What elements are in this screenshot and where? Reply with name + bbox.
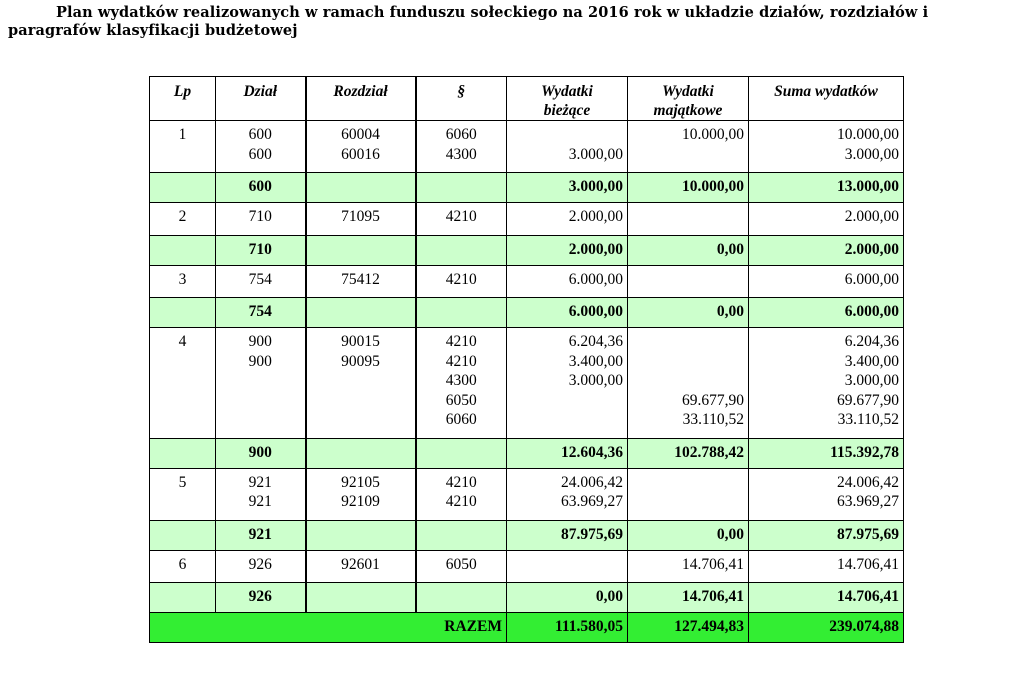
cell-value: RAZEM: [444, 618, 502, 635]
cell-value: 600: [248, 145, 272, 163]
cell-value: 10.000,00: [682, 126, 744, 143]
cell-majatkowe: [628, 265, 749, 298]
cell-rozdzial: [306, 520, 416, 550]
cell-value: [511, 125, 623, 145]
cell-value: 6.204,36: [568, 333, 623, 350]
cell-value: [511, 391, 623, 411]
cell-value: 2: [178, 208, 187, 225]
cell-value: 710: [248, 208, 272, 225]
cell-value: 1: [178, 126, 187, 143]
cell-biezace: [507, 203, 628, 236]
cell-value: 115.392,78: [830, 443, 899, 461]
cell-paragraf: [416, 298, 507, 328]
cell-suma: [749, 235, 904, 265]
cell-lp: [150, 583, 216, 613]
subtotal-row: [150, 520, 904, 550]
document-title: [8, 4, 1020, 40]
cell-value: 33.110,52: [837, 411, 899, 428]
header-rozdzial: Rozdział: [306, 77, 416, 121]
cell-value: 33.110,52: [682, 411, 744, 428]
subtotal-row: [150, 173, 904, 203]
cell-value: 24.006,42: [561, 473, 623, 491]
cell-value: 14.706,41: [837, 588, 899, 605]
cell-value: 3.000,00: [844, 145, 899, 163]
cell-rozdzial: [306, 298, 416, 328]
cell-majatkowe: [628, 583, 749, 613]
cell-paragraf: [416, 203, 507, 236]
cell-value: 87.975,69: [837, 525, 899, 543]
cell-value: 4210: [445, 208, 477, 225]
cell-paragraf: [416, 550, 507, 583]
cell-value: 60004: [341, 126, 380, 143]
cell-paragraf: [416, 520, 507, 550]
cell-rozdzial: [306, 265, 416, 298]
cell-paragraf: [416, 468, 507, 520]
cell-value: 926: [248, 588, 272, 605]
cell-value: 127.494,83: [674, 618, 744, 635]
cell-value: 3.000,00: [568, 178, 623, 195]
cell-value: 10.000,00: [837, 126, 899, 143]
cell-value: 92601: [341, 555, 380, 573]
cell-majatkowe: [628, 121, 749, 173]
cell-value: 4: [178, 333, 187, 350]
subtotal-row: [150, 298, 904, 328]
cell-value: 2.000,00: [568, 240, 623, 258]
cell-dzial: [216, 468, 306, 520]
cell-value: 6.000,00: [568, 270, 623, 288]
cell-lp: [150, 328, 216, 439]
cell-value: 90095: [341, 352, 380, 370]
cell-value: 921: [248, 525, 272, 543]
cell-value: 3.000,00: [568, 372, 623, 389]
cell-suma: [749, 520, 904, 550]
cell-value: [311, 371, 411, 391]
cell-biezace: [507, 121, 628, 173]
cell-majatkowe: [628, 235, 749, 265]
cell-value: 600: [248, 126, 272, 143]
cell-value: 3.000,00: [844, 372, 899, 389]
cell-lp: [150, 265, 216, 298]
cell-value: 87.975,69: [561, 525, 623, 543]
cell-paragraf: [416, 328, 507, 439]
cell-suma: [749, 550, 904, 583]
cell-suma: [749, 121, 904, 173]
subtotal-row: [150, 583, 904, 613]
cell-value: 900: [248, 352, 272, 370]
cell-value: 754: [248, 270, 272, 288]
cell-majatkowe: [628, 173, 749, 203]
cell-value: [220, 371, 301, 391]
cell-value: 4210: [445, 270, 477, 288]
cell-value: 6050: [445, 555, 477, 573]
cell-lp: [150, 520, 216, 550]
cell-dzial: [216, 550, 306, 583]
cell-biezace: [507, 550, 628, 583]
cell-value: 754: [248, 303, 272, 320]
cell-value: [632, 352, 744, 372]
cell-value: 4300: [445, 372, 477, 389]
cell-majatkowe: [628, 298, 749, 328]
cell-biezace: [507, 468, 628, 520]
cell-value: 4210: [445, 333, 477, 350]
cell-value: 0,00: [716, 240, 744, 258]
expenditure-table: [149, 76, 904, 643]
cell-value: 24.006,42: [837, 473, 899, 491]
cell-dzial: [216, 328, 306, 439]
cell-dzial: [216, 203, 306, 236]
cell-biezace: [507, 298, 628, 328]
total-biezace: [507, 613, 628, 643]
cell-majatkowe: [628, 550, 749, 583]
cell-value: 92105: [341, 473, 380, 491]
cell-rozdzial: [306, 550, 416, 583]
cell-lp: [150, 173, 216, 203]
table-row: [150, 265, 904, 298]
subtotal-row: [150, 438, 904, 468]
cell-value: [632, 332, 744, 352]
cell-majatkowe: [628, 328, 749, 439]
cell-rozdzial: [306, 203, 416, 236]
cell-value: 921: [248, 473, 272, 491]
cell-value: 90015: [341, 333, 380, 350]
header-suma-wydatkow: Suma wydatków: [749, 77, 904, 121]
cell-suma: [749, 438, 904, 468]
cell-value: 69.677,90: [682, 391, 744, 409]
cell-value: 926: [248, 555, 272, 573]
cell-lp: [150, 550, 216, 583]
cell-rozdzial: [306, 583, 416, 613]
cell-paragraf: [416, 121, 507, 173]
cell-lp: [150, 121, 216, 173]
cell-value: 6060: [445, 411, 477, 428]
header-paragraf: §: [416, 77, 507, 121]
cell-paragraf: [416, 235, 507, 265]
cell-suma: [749, 173, 904, 203]
cell-value: 14.706,41: [837, 555, 899, 573]
header-lp: Lp: [150, 77, 216, 121]
cell-value: 71095: [341, 208, 380, 225]
table-row: [150, 550, 904, 583]
cell-majatkowe: [628, 203, 749, 236]
cell-value: 921: [248, 493, 272, 510]
cell-value: 102.788,42: [674, 443, 744, 461]
table-header-row: [150, 77, 904, 121]
cell-value: 6: [178, 555, 187, 573]
cell-suma: [749, 328, 904, 439]
cell-value: [632, 492, 744, 512]
table-row: [150, 328, 904, 439]
cell-paragraf: [416, 173, 507, 203]
cell-value: 14.706,41: [682, 588, 744, 605]
header-wydatki-biezace: Wydatki bieżące: [507, 77, 628, 121]
cell-value: 6.204,36: [844, 333, 899, 350]
cell-dzial: [216, 438, 306, 468]
cell-value: 0,00: [595, 588, 623, 605]
cell-value: [632, 371, 744, 391]
cell-value: 13.000,00: [837, 178, 899, 195]
cell-paragraf: [416, 438, 507, 468]
cell-value: [220, 391, 301, 411]
cell-suma: [749, 298, 904, 328]
cell-value: 12.604,36: [561, 443, 623, 461]
cell-value: [311, 410, 411, 430]
cell-value: 60016: [341, 145, 380, 163]
cell-value: 6.000,00: [844, 270, 899, 288]
cell-biezace: [507, 520, 628, 550]
cell-dzial: [216, 235, 306, 265]
cell-paragraf: [416, 265, 507, 298]
table-row: [150, 121, 904, 173]
header-wydatki-majatkowe: Wydatki majątkowe: [628, 77, 749, 121]
cell-value: 10.000,00: [682, 178, 744, 195]
cell-lp: [150, 235, 216, 265]
table-row: [150, 468, 904, 520]
cell-value: 6060: [445, 126, 477, 143]
cell-value: 0,00: [716, 525, 744, 543]
table-body: [150, 121, 904, 643]
cell-value: 3: [178, 270, 187, 288]
cell-value: [632, 145, 744, 165]
cell-biezace: [507, 265, 628, 298]
header-dzial: Dział: [216, 77, 306, 121]
cell-dzial: [216, 121, 306, 173]
cell-paragraf: [416, 583, 507, 613]
cell-value: [220, 410, 301, 430]
cell-value: [311, 391, 411, 411]
cell-rozdzial: [306, 438, 416, 468]
cell-value: 4300: [445, 145, 477, 163]
cell-value: 69.677,90: [837, 391, 899, 409]
cell-dzial: [216, 520, 306, 550]
cell-dzial: [216, 173, 306, 203]
cell-suma: [749, 203, 904, 236]
cell-value: 6.000,00: [568, 303, 623, 320]
table-row: [150, 203, 904, 236]
cell-rozdzial: [306, 328, 416, 439]
cell-rozdzial: [306, 235, 416, 265]
cell-value: [632, 270, 744, 290]
cell-value: 6.000,00: [844, 303, 899, 320]
cell-value: 63.969,27: [561, 493, 623, 510]
cell-rozdzial: [306, 468, 416, 520]
cell-dzial: [216, 298, 306, 328]
cell-value: 4210: [445, 473, 477, 491]
cell-suma: [749, 583, 904, 613]
cell-value: 63.969,27: [837, 493, 899, 510]
cell-value: [511, 555, 623, 575]
cell-majatkowe: [628, 468, 749, 520]
cell-value: 2.000,00: [844, 240, 899, 258]
cell-suma: [749, 468, 904, 520]
cell-lp: [150, 298, 216, 328]
cell-value: 6050: [445, 391, 477, 409]
cell-value: 900: [248, 333, 272, 350]
cell-lp: [150, 468, 216, 520]
cell-dzial: [216, 583, 306, 613]
cell-lp: [150, 438, 216, 468]
cell-value: 600: [248, 178, 272, 195]
cell-value: 14.706,41: [682, 555, 744, 573]
subtotal-row: [150, 235, 904, 265]
cell-biezace: [507, 438, 628, 468]
cell-value: [632, 473, 744, 493]
cell-value: [511, 410, 623, 430]
cell-value: 3.400,00: [844, 352, 899, 370]
total-suma: [749, 613, 904, 643]
cell-value: 75412: [341, 270, 380, 288]
cell-value: [632, 207, 744, 227]
cell-biezace: [507, 583, 628, 613]
cell-biezace: [507, 235, 628, 265]
total-row: [150, 613, 904, 643]
cell-value: 5: [178, 473, 187, 491]
cell-suma: [749, 265, 904, 298]
cell-majatkowe: [628, 520, 749, 550]
cell-value: 239.074,88: [829, 618, 899, 635]
cell-lp: [150, 203, 216, 236]
cell-rozdzial: [306, 173, 416, 203]
total-label: [150, 613, 507, 643]
total-majatkowe: [628, 613, 749, 643]
cell-value: 710: [248, 240, 272, 258]
cell-rozdzial: [306, 121, 416, 173]
cell-biezace: [507, 328, 628, 439]
document-title-text: Plan wydatków realizowanych w ramach funduszu sołeckiego na 2016 rok w układzie działów, rozdziałów i paragrafów klasyfikacji budżetowej: [8, 4, 929, 39]
cell-value: 4210: [445, 352, 477, 370]
cell-value: 4210: [445, 493, 477, 510]
cell-dzial: [216, 265, 306, 298]
cell-value: 900: [248, 443, 272, 461]
cell-value: 3.000,00: [568, 145, 623, 163]
cell-biezace: [507, 173, 628, 203]
cell-value: 0,00: [716, 303, 744, 320]
cell-value: 92109: [341, 493, 380, 510]
cell-value: 2.000,00: [568, 208, 623, 225]
cell-majatkowe: [628, 438, 749, 468]
cell-value: 2.000,00: [844, 208, 899, 225]
cell-value: 111.580,05: [554, 618, 623, 635]
cell-value: 3.400,00: [568, 352, 623, 370]
